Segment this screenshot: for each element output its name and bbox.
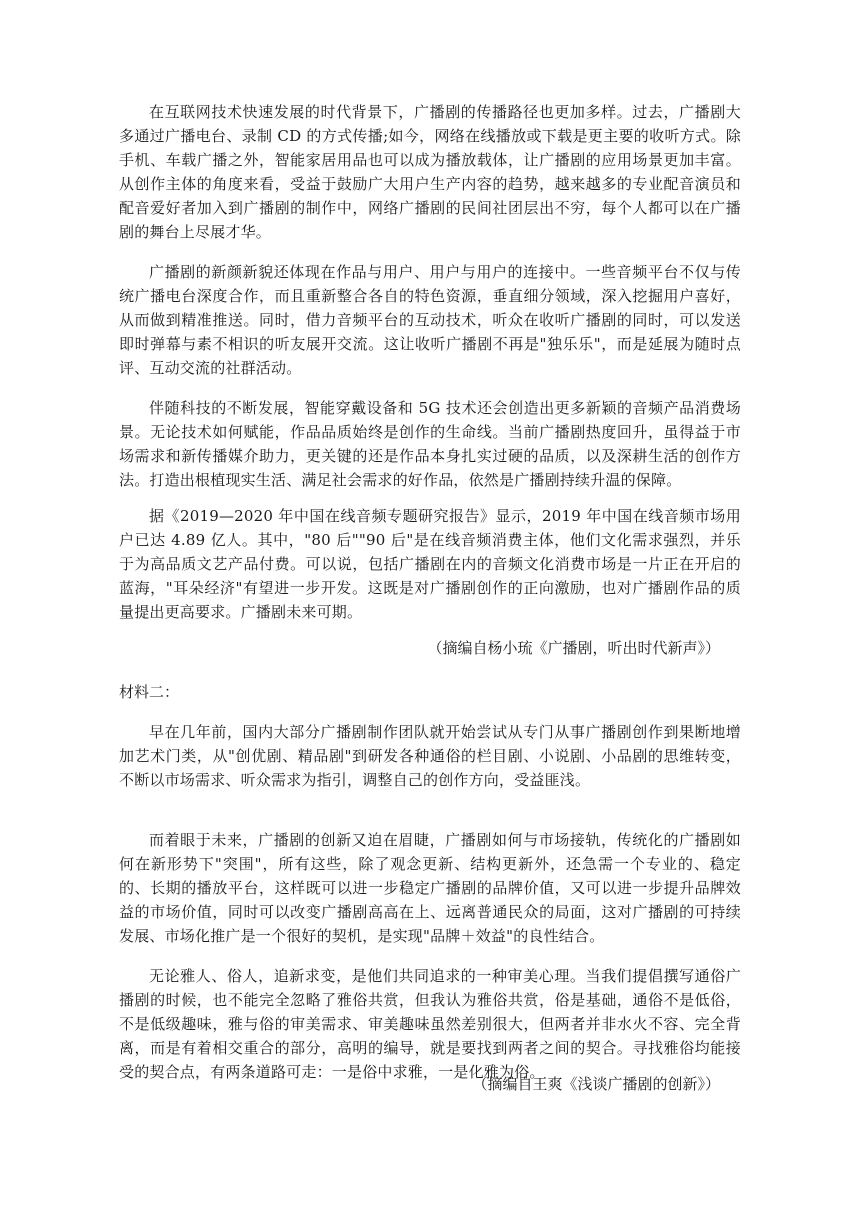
material1-paragraph-4: 据《2019—2020 年中国在线音频专题研究报告》显示，2019 年中国在线音频市场用户已达 4.89 亿人。其中，"80 后""90 后"是在线音频消费主体，他们文化需求强烈，并乐于为高品质文艺产品付费。可以说，包括广播剧在内的音频文化消费市场是一片正在开启的蓝海，"耳朵经济"有望进一步开发。这既是对广播剧创作的正向激励，也对广播剧作品的质量提出更高要求。广播剧未来可期。 xyxy=(119,507,741,621)
material2-paragraph-2: 而着眼于未来，广播剧的创新又迫在眉睫，广播剧如何与市场接轨，传统化的广播剧如何在新形势下"突围"，所有这些，除了观念更新、结构更新外，还急需一个专业的、稳定的、长期的播放平台，这样既可以进一步稳定广播剧的品牌价值，又可以进一步提升品牌效益的市场价值，同时可以改变广播剧高高在上、远离普通民众的局面，这对广播剧的可持续发展、市场化推广是一个很好的契机，是实现"品牌＋效益"的良性结合。 xyxy=(119,831,741,945)
material2-paragraph-1: 早在几年前，国内大部分广播剧制作团队就开始尝试从专门从事广播剧创作到果断地增加艺术门类，从"创优剧、精品剧"到研发各种通俗的栏目剧、小说剧、小品剧的思维转变，不断以市场需求、听众需求为指引，调整自己的创作方向，受益匪浅。 xyxy=(119,723,741,789)
material1-paragraph-1: 在互联网技术快速发展的时代背景下，广播剧的传播路径也更加多样。过去，广播剧大多通过广播电台、录制 CD 的方式传播;如今，网络在线播放或下载是更主要的收听方式。除手机、车载广播之外，智能家居用品也可以成为播放载体，让广播剧的应用场景更加丰富。从创作主体的角度来看，受益于鼓励广大用户生产内容的趋势，越来越多的专业配音演员和配音爱好者加入到广播剧的制作中，网络广播剧的民间社团层出不穷，每个人都可以在广播剧的舞台上尽展才华。 xyxy=(119,103,741,241)
material2-label: 材料二： xyxy=(119,683,180,701)
material1-source: （摘编自杨小琉《广播剧，听出时代新声》） xyxy=(427,639,720,657)
material1-paragraph-2: 广播剧的新颜新貌还体现在作品与用户、用户与用户的连接中。一些音频平台不仅与传统广播电台深度合作，而且重新整合各自的特色资源，垂直细分领域，深入挖掘用户喜好，从而做到精准推送。同时，借力音频平台的互动技术，听众在收听广播剧的同时，可以发送即时弹幕与素不相识的听友展开交流。这让收听广播剧不再是"独乐乐"，而是延展为随时点评、互动交流的社群活动。 xyxy=(119,263,741,377)
material2-source: （摘编自王爽《浅谈广播剧的创新》） xyxy=(472,1075,720,1093)
material1-paragraph-3: 伴随科技的不断发展，智能穿戴设备和 5G 技术还会创造出更多新颖的音频产品消费场景。无论技术如何赋能，作品品质始终是创作的生命线。当前广播剧热度回升，虽得益于市场需求和新传播媒介助力，更关键的还是作品本身扎实过硬的品质，以及深耕生活的创作方法。打造出根植现实生活、满足社会需求的好作品，依然是广播剧持续升温的保障。 xyxy=(119,399,741,489)
material2-paragraph-3: 无论雅人、俗人，追新求变，是他们共同追求的一种审美心理。当我们提倡撰写通俗广播剧的时候，也不能完全忽略了雅俗共赏，但我认为雅俗共赏，俗是基础，通俗不是低俗，不是低级趣味，雅与俗的审美需求、审美趣味虽然差别很大，但两者并非水火不容、完全背离，而是有着相交重合的部分，高明的编导，就是要找到两者之间的契合。寻找雅俗均能接受的契合点，有两条道路可走：一是俗中求雅，一是化雅为俗。 xyxy=(119,967,741,1081)
